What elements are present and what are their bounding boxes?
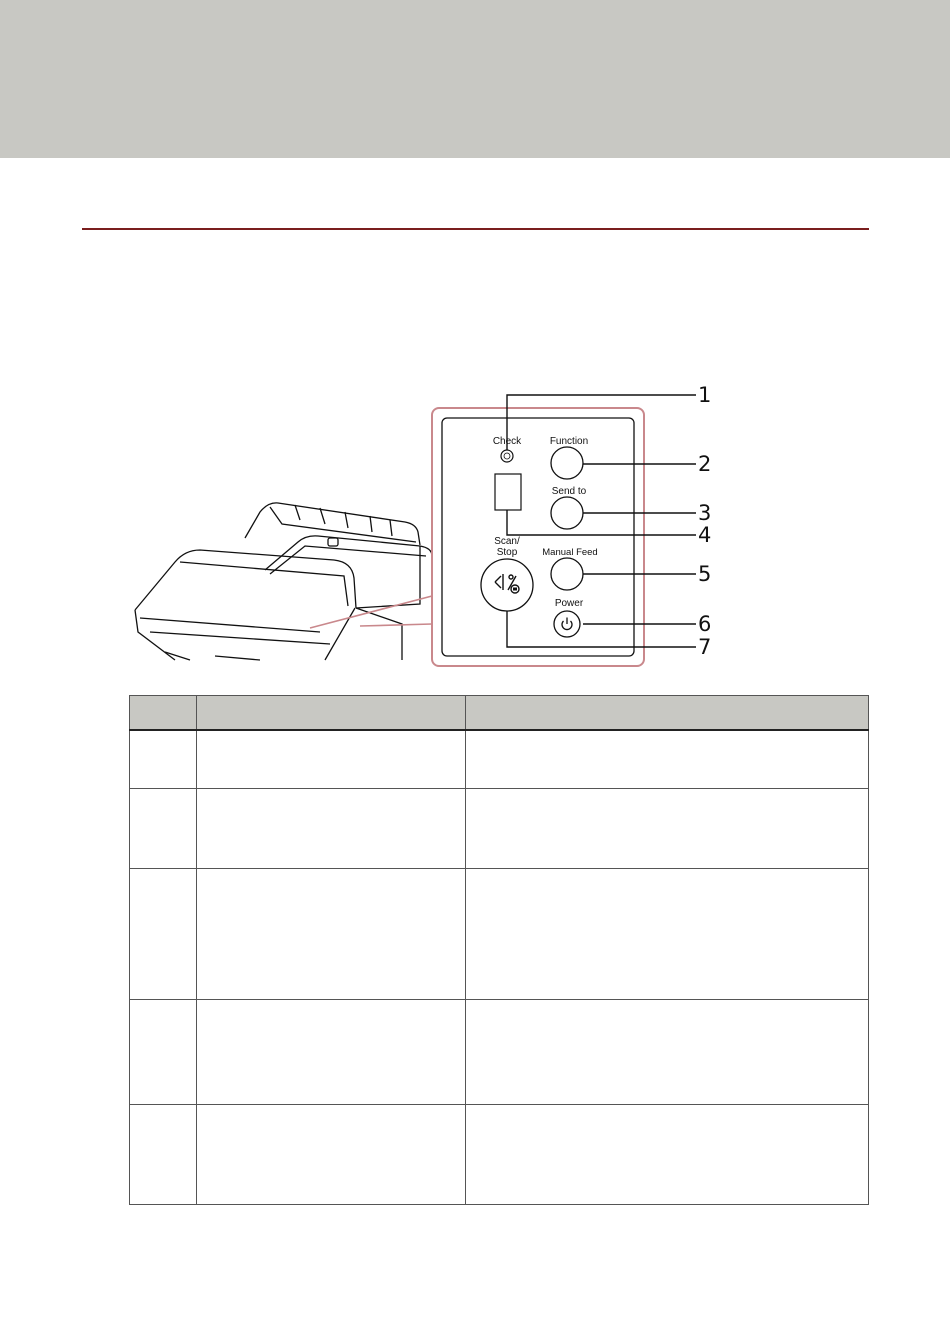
function-number-display [495,474,521,510]
scan-stop-label-line1: Scan/ [494,536,520,547]
table-row [130,1104,869,1204]
header-function [466,696,869,731]
table-cell [466,788,869,868]
operator-panel-table [129,695,869,1205]
callout-4: 4 [698,523,712,547]
power-label: Power [554,598,584,609]
table-row [130,868,869,999]
check-led [501,450,513,462]
table-row [130,999,869,1104]
table-header-row [130,696,869,731]
table-cell [197,730,466,788]
table-cell [466,868,869,999]
table-cell [466,730,869,788]
scan-stop-button[interactable] [481,559,533,611]
table-cell [130,868,197,999]
header-name [197,696,466,731]
callout-7: 7 [698,635,712,659]
table-cell [197,868,466,999]
callout-5: 5 [698,562,712,586]
function-label: Function [549,436,589,447]
table-cell [466,1104,869,1204]
table-row [130,730,869,788]
callout-3: 3 [698,501,712,525]
table-cell [130,788,197,868]
scan-stop-label-line2: Stop [496,547,518,558]
operator-panel-illustration [120,370,740,670]
table-row [130,788,869,868]
check-label: Check [492,436,522,447]
function-button[interactable] [551,447,583,479]
table-cell [197,999,466,1104]
panel-outline-inner [442,418,634,656]
send-to-label: Send to [551,486,587,497]
manual-feed-button[interactable] [551,558,583,590]
table-cell [130,730,197,788]
callout-2: 2 [698,452,712,476]
send-to-button[interactable] [551,497,583,529]
table-cell [466,999,869,1104]
table-cell [197,788,466,868]
callout-1: 1 [698,383,712,407]
table-cell [130,1104,197,1204]
scanner-illustration [135,503,432,660]
callout-leaders [507,395,696,647]
table-cell [130,999,197,1104]
manual-feed-label: Manual Feed [542,547,598,558]
panel-outline-outer [432,408,644,666]
title-divider [82,228,869,230]
operator-panel-figure [120,370,740,670]
page-header-band [0,0,950,158]
header-no [130,696,197,731]
table-cell [197,1104,466,1204]
zoom-line-top [310,596,432,628]
zoom-line-bottom [360,624,432,626]
callout-6: 6 [698,612,712,636]
